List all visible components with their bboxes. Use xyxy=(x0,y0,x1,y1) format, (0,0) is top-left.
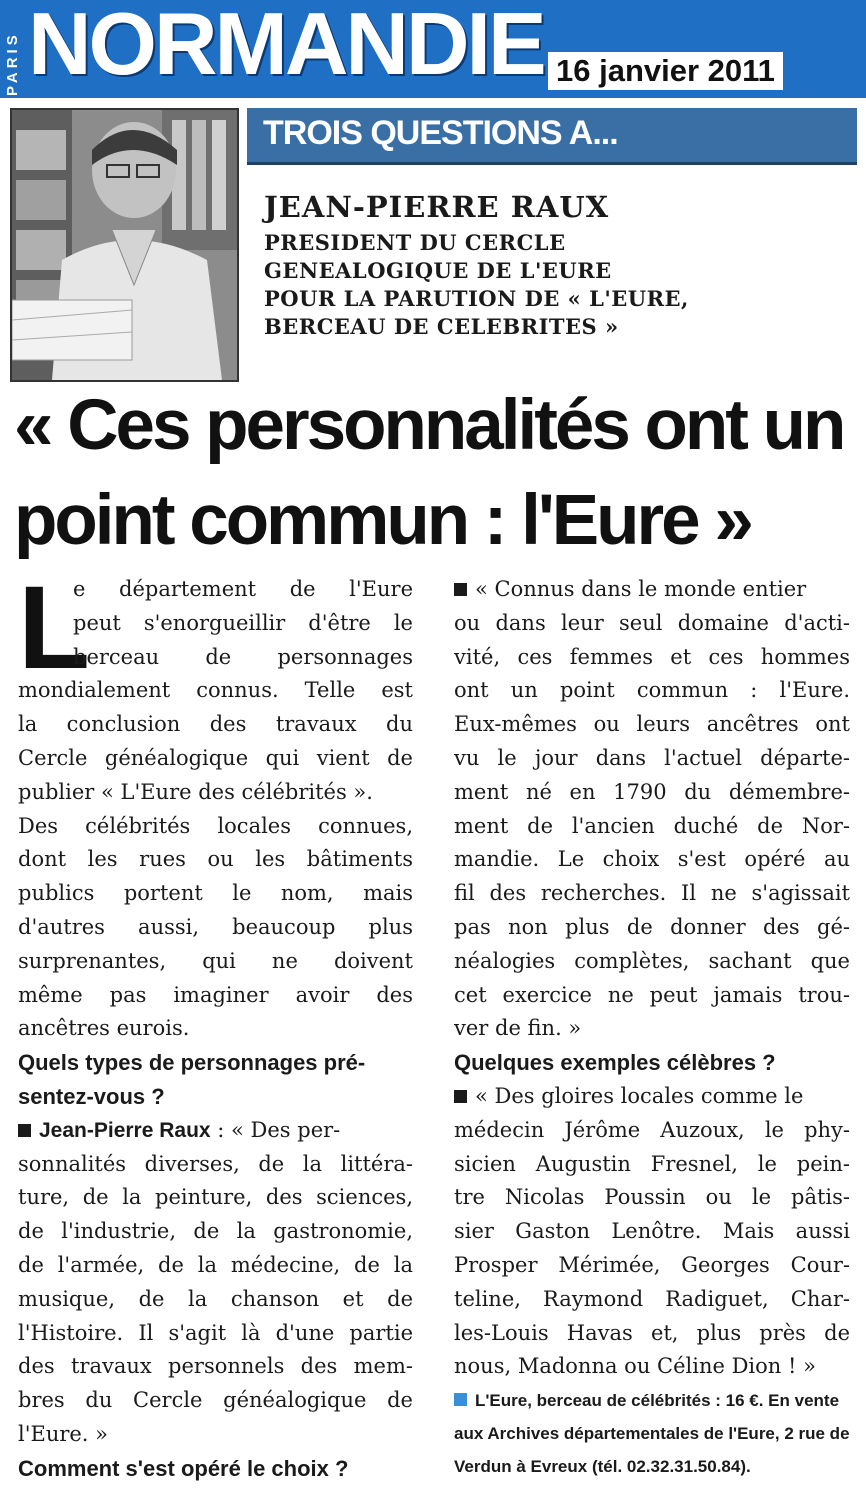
body-line: surprenantes, qui ne doivent xyxy=(18,948,413,973)
section-label-band xyxy=(247,108,857,165)
book-info xyxy=(454,1384,850,1483)
body-line: ment né en 1790 du démembre- xyxy=(454,779,850,804)
bullet-square-icon xyxy=(454,583,467,596)
question-heading: sentez-vous ? xyxy=(18,1083,165,1109)
body-line: l'Histoire. Il s'agit là d'une partie xyxy=(18,1320,413,1345)
body-line: même pas imaginer avoir des xyxy=(18,982,413,1007)
info-line: aux Archives départementales de l'Eure, 2 rue de xyxy=(454,1424,850,1444)
body-line: sonnalités diverses, de la littéra- xyxy=(18,1151,413,1176)
body-line: ou dans leur seul domaine d'acti- xyxy=(454,610,850,635)
body-line: dont les rues ou les bâtiments xyxy=(18,847,413,872)
body-line: teline, Raymond Radiguet, Char- xyxy=(454,1286,850,1311)
answer-first-line: « Des gloires locales comme le xyxy=(454,1080,850,1114)
masthead xyxy=(0,0,866,102)
question-heading: Comment s'est opéré le choix ? xyxy=(18,1455,349,1481)
info-square-icon xyxy=(454,1393,467,1406)
body-line: néalogies complètes, sachant que xyxy=(454,948,850,973)
body-line: ont un point commun : l'Eure. xyxy=(454,678,850,703)
body-line: pas non plus de donner des gé- xyxy=(454,914,850,939)
question-heading: Quels types de personnages pré- xyxy=(18,1050,366,1076)
article-headline xyxy=(14,378,859,568)
body-line: musique, de la chanson et de xyxy=(18,1286,413,1311)
interviewee-title-line: PRESIDENT DU CERCLE xyxy=(264,230,566,255)
body-line: berceau de personnages xyxy=(73,644,413,669)
body-line: fil des recherches. Il ne s'agissait xyxy=(454,881,850,906)
body-line: des travaux personnels des mem- xyxy=(18,1354,413,1379)
body-line: mondialement connus. Telle est xyxy=(18,678,413,703)
body-line: l'Eure. » xyxy=(18,1421,109,1446)
interviewee-title-line: GENEALOGIQUE DE L'EURE xyxy=(264,258,612,283)
body-line: vité, ces femmes et ces hommes xyxy=(454,644,850,669)
info-line: Verdun à Evreux (tél. 02.32.31.50.84). xyxy=(454,1457,751,1477)
speaker-name: Jean-Pierre Raux xyxy=(39,1118,211,1142)
body-line: peut s'enorgueillir d'être le xyxy=(73,610,413,635)
body-line: nous, Madonna ou Céline Dion ! » xyxy=(454,1354,816,1379)
body-line: cet exercice ne peut jamais trou- xyxy=(454,982,850,1007)
body-line: les-Louis Havas et, plus près de xyxy=(454,1320,850,1345)
interviewee-name: JEAN-PIERRE RAUX xyxy=(264,190,610,224)
body-line: de l'armée, de la médecine, de la xyxy=(18,1252,413,1277)
body-line: ver de fin. » xyxy=(454,1016,582,1041)
body-line: publics portent le nom, mais xyxy=(18,881,413,906)
body-line: de l'industrie, de la gastronomie, xyxy=(18,1219,413,1244)
body-line: ture, de la peinture, des sciences, xyxy=(18,1185,413,1210)
section-label: TROIS QUESTIONS A... xyxy=(263,114,618,152)
body-line: médecin Jérôme Auzoux, le phy- xyxy=(454,1117,850,1142)
body-line: bres du Cercle généalogique de xyxy=(18,1388,413,1413)
interviewee-title xyxy=(264,229,854,341)
body-line: sier Gaston Lenôtre. Mais aussi xyxy=(454,1219,850,1244)
question-heading: Quelques exemples célèbres ? xyxy=(454,1050,776,1076)
portrait-photo xyxy=(10,108,239,382)
body-line: Cercle généalogique qui vient de xyxy=(18,745,413,770)
body-line: tre Nicolas Poussin ou le pâtis- xyxy=(454,1185,850,1210)
body-line: Des célébrités locales connues, xyxy=(18,813,413,838)
body-line: d'autres aussi, beaucoup plus xyxy=(18,914,413,939)
answer-first-line xyxy=(18,1114,413,1148)
article-column-left xyxy=(18,562,413,1486)
publication-date: 16 janvier 2011 xyxy=(548,52,783,90)
portrait-image xyxy=(12,110,237,380)
masthead-paris: PARIS xyxy=(4,31,21,96)
body-line: mandie. Le choix s'est opéré au xyxy=(454,847,850,872)
bullet-square-icon xyxy=(18,1124,31,1137)
headline-line: point commun : l'Eure » xyxy=(14,481,751,560)
body-line: la conclusion des travaux du xyxy=(18,712,413,737)
answer-first-line: « Connus dans le monde entier xyxy=(454,573,850,607)
body-line: Eux-mêmes ou leurs ancêtres ont xyxy=(454,712,850,737)
body-line: ment de l'ancien duché de Nor- xyxy=(454,813,850,838)
body-line: Prosper Mérimée, Georges Cour- xyxy=(454,1252,850,1277)
bullet-square-icon xyxy=(454,1090,467,1103)
answer-text: : « Des per- xyxy=(210,1117,341,1142)
headline-line: « Ces personnalités ont un xyxy=(14,386,844,465)
drop-cap: L xyxy=(18,562,91,694)
body-line: e département de l'Eure xyxy=(73,577,413,601)
masthead-title: NORMANDIE xyxy=(28,0,544,93)
body-line: ancêtres eurois. xyxy=(18,1016,190,1041)
interviewee-title-line: BERCEAU DE CELEBRITES » xyxy=(264,314,619,339)
info-line: L'Eure, berceau de célébrités : 16 €. En vente xyxy=(454,1384,850,1417)
body-line: publier « L'Eure des célébrités ». xyxy=(18,779,373,804)
body-line: vu le jour dans l'actuel départe- xyxy=(454,745,850,770)
body-line: sicien Augustin Fresnel, le pein- xyxy=(454,1151,850,1176)
interviewee-title-line: POUR LA PARUTION DE « L'EURE, xyxy=(264,286,689,311)
article-column-right xyxy=(454,573,850,1483)
